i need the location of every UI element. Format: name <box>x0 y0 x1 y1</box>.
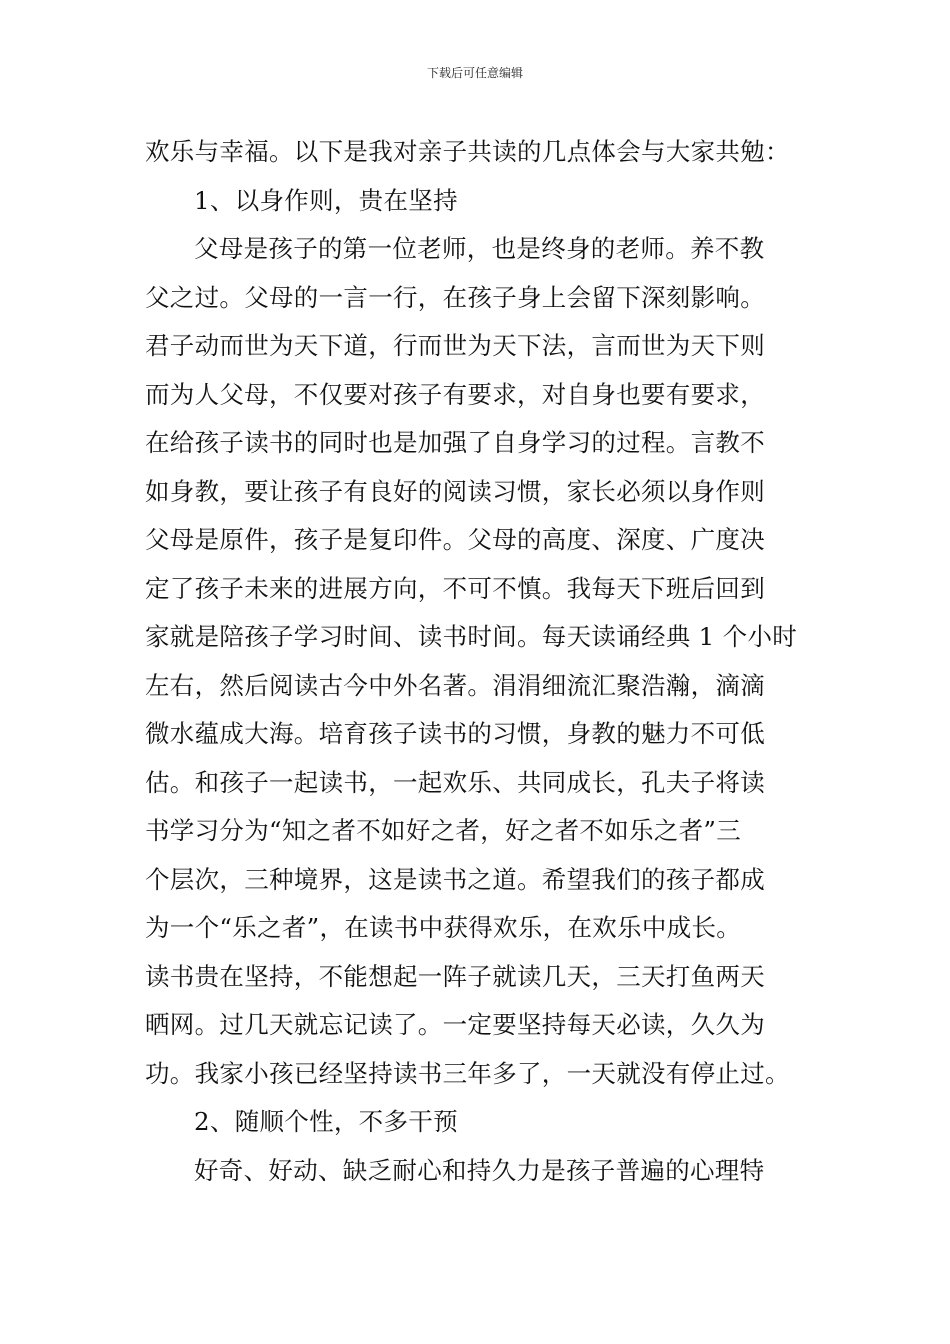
text-line: 晒网。过几天就忘记读了。一定要坚持每天必读，久久为 <box>145 1010 765 1039</box>
text-line: 书学习分为“知之者不如好之者，好之者不如乐之者”三 <box>145 816 742 845</box>
text-line: 欢乐与幸福。以下是我对亲子共读的几点体会与大家共勉： <box>145 137 790 166</box>
document-body <box>145 128 815 1195</box>
text-line: 父之过。父母的一言一行，在孩子身上会留下深刻影响。 <box>145 282 765 312</box>
text-line: 父母是孩子的第一位老师，也是终身的老师。养不教 <box>194 234 765 263</box>
text-line: 为一个“乐之者”，在读书中获得欢乐，在欢乐中成长。 <box>145 913 742 942</box>
section-heading: 1、以身作则，贵在坚持 <box>194 185 458 215</box>
text-line: 在给孩子读书的同时也是加强了自身学习的过程。言教不 <box>145 428 765 457</box>
text-line: 家就是陪孩子学习时间、读书时间。每天读诵经典 1 个小时 <box>145 622 798 651</box>
text-line: 估。和孩子一起读书，一起欢乐、共同成长，孔夫子将读 <box>145 767 765 797</box>
section-heading: 2、随顺个性，不多干预 <box>194 1107 458 1136</box>
text-line: 好奇、好动、缺乏耐心和持久力是孩子普遍的心理特 <box>194 1155 765 1185</box>
text-line: 功。我家小孩已经坚持读书三年多了，一天就没有停止过。 <box>145 1058 790 1088</box>
text-line: 微水蕴成大海。培育孩子读书的习惯，身教的魅力不可低 <box>145 719 765 748</box>
text-line: 个层次，三种境界，这是读书之道。希望我们的孩子都成 <box>145 864 765 894</box>
text-line: 左右，然后阅读古今中外名著。涓涓细流汇聚浩瀚，滴滴 <box>145 670 765 700</box>
text-line: 而为人父母，不仅要对孩子有要求，对自身也要有要求， <box>145 379 765 409</box>
text-line: 父母是原件，孩子是复印件。父母的高度、深度、广度决 <box>145 525 765 554</box>
text-line: 读书贵在坚持，不能想起一阵子就读几天，三天打鱼两天 <box>145 961 765 991</box>
text-line: 如身教，要让孩子有良好的阅读习惯，家长必须以身作则 <box>145 476 765 506</box>
page-header: 下载后可任意编辑 <box>426 66 523 80</box>
text-line: 定了孩子未来的进展方向，不可不慎。我每天下班后回到 <box>145 573 765 603</box>
text-line: 君子动而世为天下道，行而世为天下法，言而世为天下则 <box>145 331 765 360</box>
